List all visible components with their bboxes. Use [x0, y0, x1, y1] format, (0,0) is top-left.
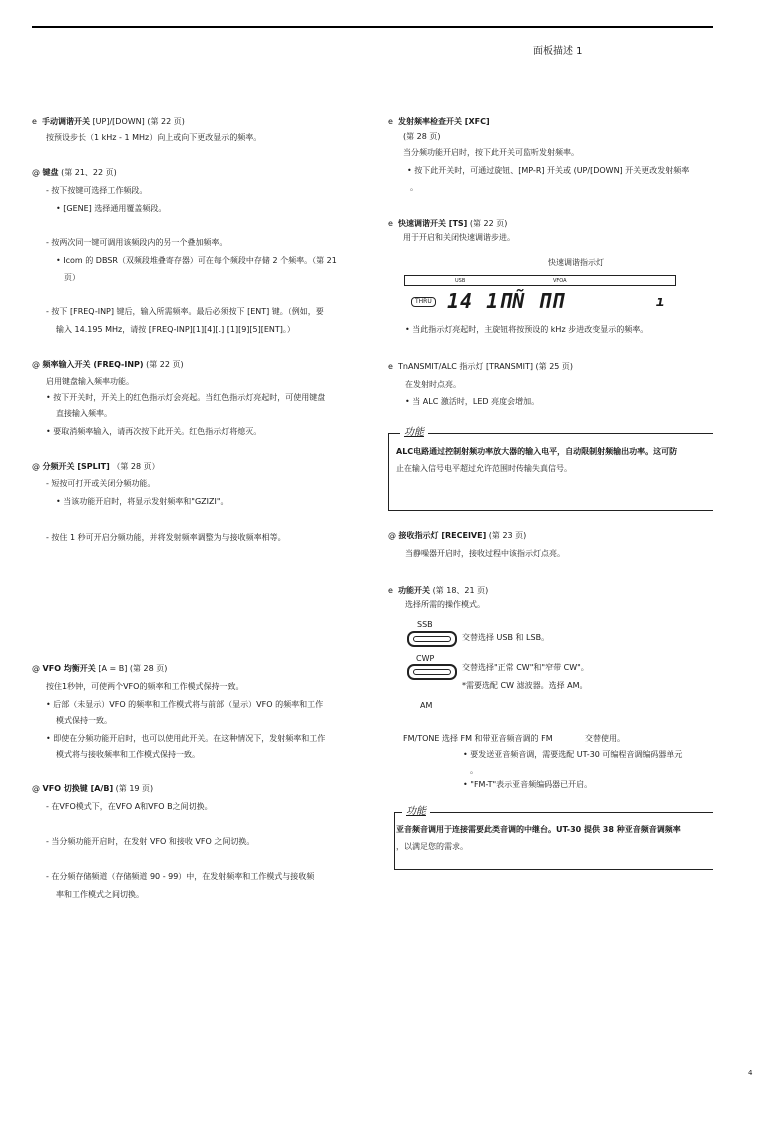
lcd-thru: THRU: [411, 297, 436, 307]
section-receive: [388, 531, 526, 542]
note-box-alc-label: 功能: [400, 426, 428, 440]
vfoab-line-1: - 在VFO模式下，在VFO A和VFO B之间切换。: [46, 802, 213, 811]
section-marker: e: [388, 117, 393, 126]
vfoab-line-2: - 当分频功能开启时，在发射 VFO 和接收 VFO 之间切换。: [46, 837, 255, 846]
vfobal-line-1: 按住1秒钟，可使两个VFO的频率和工作模式保持一致。: [46, 682, 244, 691]
note-box-tone-line-1: 亚音频音调用于连接需要此类音调的中继台。UT-30 提供 38 种亚音频音调频率: [396, 825, 681, 834]
xfc-line-2: 当分频功能开启时，按下此开关可监听发射频率。: [403, 148, 579, 157]
section-ts: [388, 219, 507, 230]
lcd-indicator-bar: [404, 275, 676, 286]
vfobal-line-2: • 后部（未显示）VFO 的频率和工作模式将与前部（显示）VFO 的频率和工作: [46, 700, 324, 709]
fm-line-4: 。: [470, 766, 478, 775]
updown-desc: 按预设步长（1 kHz - 1 MHz）向上或向下更改显示的频率。: [46, 133, 262, 142]
page-number: 4: [748, 1069, 753, 1077]
section-key: [UP]/[DOWN]: [92, 117, 145, 126]
freqinp-line-1: 启用键盘输入频率功能。: [46, 377, 134, 386]
section-title: VFO 切换键 [A/B]: [42, 784, 114, 793]
section-ref: (第 22 页): [147, 117, 185, 126]
split-line-1: - 短按可打开或关闭分频功能。: [46, 479, 156, 488]
section-title: 发射频率检查开关 [XFC]: [398, 117, 490, 126]
section-title: 分频开关 [SPLIT]: [42, 462, 110, 471]
lcd-frequency: 14 1ΠÑ ΠΠ: [447, 289, 565, 313]
section-title: 快速调谐开关 [TS]: [398, 219, 468, 228]
vfoab-line-3: - 在分频存储频道（存储频道 90 - 99）中，在发射频率和工作模式与接收频: [46, 872, 315, 881]
page-title: 面板描述 1: [533, 46, 583, 57]
section-ref: (第 22 页): [469, 219, 508, 228]
section-vfo-balance: [32, 664, 167, 675]
ts-line-1: 用于开启和关闭快速调谐步进。: [403, 233, 515, 242]
section-marker: @: [32, 462, 40, 471]
section-marker: @: [32, 784, 40, 793]
fm-line-1: FM/TONE 选择 FM 和带亚音频音调的 FM: [403, 734, 553, 743]
lcd-mark: ı: [656, 294, 665, 310]
cw-note: *需要选配 CW 滤波器。选择 AM。: [462, 681, 588, 690]
section-marker: e: [32, 117, 37, 126]
split-line-3: - 按住 1 秒可开启分频功能，并将发射频率调整为与接收频率相等。: [46, 533, 286, 542]
section-keypad: [32, 168, 117, 179]
am-label: AM: [420, 701, 433, 710]
section-marker: e: [388, 586, 393, 595]
vfoab-line-4: 率和工作模式之间切换。: [56, 890, 144, 899]
section-ref: (第 22 页): [146, 360, 184, 369]
section-ref: (第 18、21 页): [432, 586, 489, 595]
section-ref: (第 23 页): [488, 531, 527, 540]
section-marker: e: [388, 362, 393, 371]
cw-desc: 交替选择"正常 CW"和"窄带 CW"。: [462, 663, 589, 672]
section-marker: e: [388, 219, 393, 228]
keypad-line-1: - 按下按键可选择工作频段。: [46, 186, 148, 195]
note-box-alc-line-1: ALC电路通过控制射频功率放大器的输入电平，自动限制射频输出功率。这可防: [396, 447, 678, 456]
section-title: VFO 均衡开关: [42, 664, 96, 673]
xfc-line-3: • 按下此开关时，可通过旋钮、[MP-R] 开关或 (UP/[DOWN] 开关更改发射频率: [407, 166, 690, 175]
vfobal-line-3: 模式保持一致。: [56, 716, 112, 725]
section-key: [A = B]: [98, 664, 128, 673]
header-rule: [32, 26, 713, 28]
transmit-line-2: • 当 ALC 激活时，LED 亮度会增加。: [405, 397, 540, 406]
section-title: 接收指示灯 [RECEIVE]: [398, 531, 487, 540]
section-xfc: [388, 117, 490, 128]
keypad-line-7: 输入 14.195 MHz，请按 [FREQ-INP][1][4][.] [1][9][5][ENT]。）: [56, 325, 295, 334]
note-box-tone-label: 功能: [402, 805, 430, 819]
section-marker: @: [32, 664, 40, 673]
fm-line-3: • 要发送亚音频音调，需要选配 UT-30 可编程音调编码器单元: [463, 750, 683, 759]
section-title: TnANSMIT/ALC 指示灯 [TRANSMIT]: [398, 362, 533, 371]
section-vfo-ab: [32, 784, 153, 795]
freqinp-line-3: 直接输入频率。: [56, 409, 112, 418]
vfobal-line-4: • 即使在分频功能开启时，也可以使用此开关。在这种情况下，发射频率和工作: [46, 734, 326, 743]
ssb-desc: 交替选择 USB 和 LSB。: [462, 633, 550, 642]
keypad-line-6: - 按下 [FREQ-INP] 键后，输入所需频率。最后必须按下 [ENT] 键。（例如，要: [46, 307, 324, 316]
ts-line-2: • 当此指示灯亮起时，主旋钮将按预设的 kHz 步进改变显示的频率。: [405, 325, 649, 334]
lcd-vfoa: VFOA: [553, 278, 567, 284]
keypad-line-4: • Icom 的 DBSR（双频段堆叠寄存器）可在每个频段中存储 2 个频率。（第 21: [56, 256, 337, 265]
split-line-2: • 当该功能开启时，将显示发射频率和"GZIZI"。: [56, 497, 229, 506]
cw-label: CWP: [416, 654, 435, 663]
section-marker: @: [32, 168, 40, 177]
section-title: 功能开关: [398, 586, 431, 595]
vfobal-line-5: 模式将与接收频率和工作模式保持一致。: [56, 750, 200, 759]
freqinp-line-4: • 要取消频率输入，请再次按下此开关。红色指示灯将熄灭。: [46, 427, 262, 436]
mode-line-1: 选择所需的操作模式。: [405, 600, 485, 609]
section-updown: [32, 117, 185, 128]
section-title: 频率输入开关 (FREQ-INP): [42, 360, 144, 369]
transmit-line-1: 在发射时点亮。: [405, 380, 461, 389]
section-marker: @: [388, 531, 396, 540]
keypad-line-3: - 按两次同一键可调用该频段内的另一个叠加频率。: [46, 238, 228, 247]
section-mode: [388, 586, 488, 597]
note-box-alc-line-2: 止在输入信号电平超过允许范围时传输失真信号。: [396, 464, 572, 473]
section-freqinp: [32, 360, 184, 371]
fm-line-5: • "FM-T"表示亚音频编码器已开启。: [463, 780, 593, 789]
section-ref: (第 25 页): [535, 362, 574, 371]
fm-line-2: 交替使用。: [585, 734, 625, 743]
xfc-line-1: (第 28 页): [403, 132, 441, 141]
section-title: 键盘: [42, 168, 59, 177]
section-ref: （第 28 页）: [112, 462, 160, 471]
freqinp-line-2: • 按下开关时，开关上的红色指示灯会亮起。当红色指示灯亮起时，可使用键盘: [46, 393, 326, 402]
keypad-line-5: 页）: [64, 273, 80, 282]
section-transmit: [388, 362, 573, 373]
ssb-label: SSB: [417, 620, 433, 629]
lcd-usb: USB: [455, 278, 466, 284]
section-ref: (第 19 页): [115, 784, 154, 793]
section-title: 手动调谐开关: [42, 117, 91, 126]
cw-button[interactable]: [407, 664, 457, 680]
note-box-tone-line-2: ，以满足您的需求。: [396, 842, 468, 851]
ts-caption: 快速调谐指示灯: [548, 258, 604, 267]
section-marker: @: [32, 360, 40, 369]
keypad-line-2: • [GENE] 选择通用覆盖频段。: [56, 204, 167, 213]
xfc-line-4: 。: [410, 183, 418, 192]
section-split: [32, 462, 160, 473]
section-ref: (第 21、22 页): [61, 168, 117, 177]
note-box-tone: [394, 812, 713, 870]
ssb-button[interactable]: [407, 631, 457, 647]
receive-line-1: 当静噪器开启时，接收过程中该指示灯点亮。: [405, 549, 565, 558]
section-ref: (第 28 页): [129, 664, 168, 673]
